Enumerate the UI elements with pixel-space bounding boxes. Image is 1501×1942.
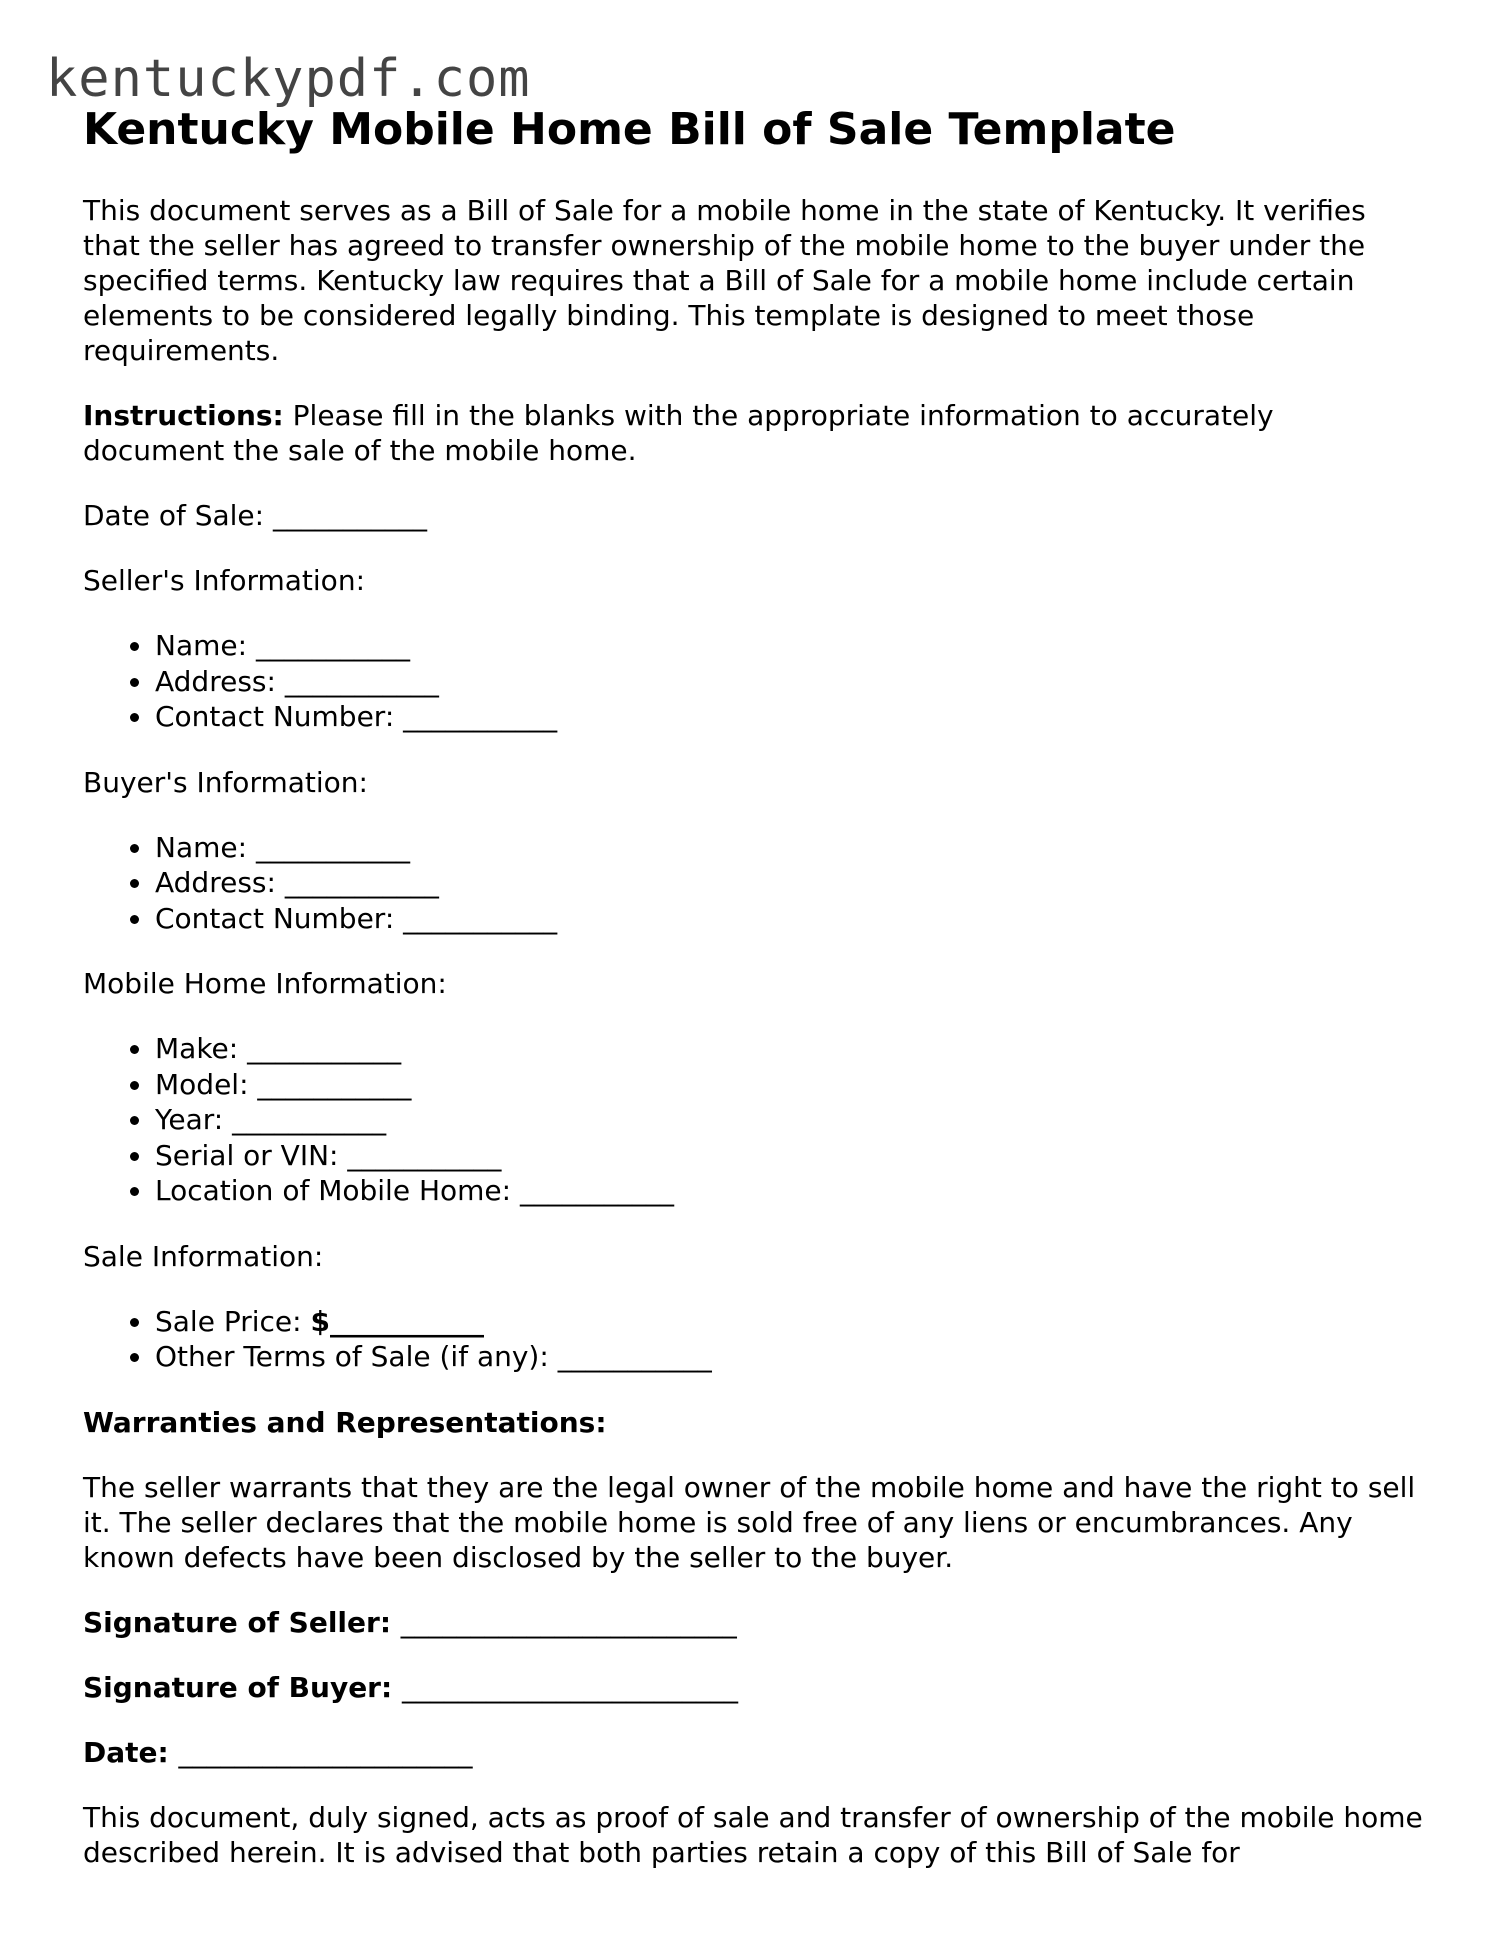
- buyer-list: [83, 830, 1423, 937]
- seller-contact-label: Contact Number:: [155, 700, 404, 733]
- instructions-text: Please fill in the blanks with the appropriate information to accurately document the sale of the mobile home.: [83, 399, 1274, 467]
- warranties-heading: Warranties and Representations:: [83, 1405, 607, 1439]
- other-terms-label: Other Terms of Sale (if any):: [155, 1340, 558, 1373]
- year-item: [155, 1102, 1423, 1138]
- warranties-paragraph: The seller warrants that they are the legal owner of the mobile home and have the right to sell it. The seller declares that the mobile home is sold free of any liens or encumbrances. Any known defects have been disclosed by the seller to the buyer.: [83, 1470, 1416, 1574]
- serial-label: Serial or VIN:: [155, 1138, 348, 1172]
- site-watermark: kentuckypdf.com: [46, 49, 531, 109]
- seller-name-label: Name:: [155, 629, 256, 662]
- signature-date-blank[interactable]: _____________________: [178, 1735, 473, 1769]
- sale-list: [83, 1304, 1423, 1375]
- mobile-home-list: [83, 1031, 1423, 1209]
- mobile-home-heading: Mobile Home Information:: [83, 967, 447, 1000]
- document-page: [83, 100, 1423, 1900]
- serial-blank[interactable]: ___________: [347, 1138, 502, 1172]
- date-of-sale-blank[interactable]: ___________: [272, 499, 427, 532]
- buyer-contact-blank[interactable]: ___________: [403, 901, 558, 935]
- date-of-sale-line: [83, 498, 1423, 533]
- seller-address-item: [155, 664, 1423, 700]
- location-blank[interactable]: ___________: [519, 1174, 674, 1207]
- date-of-sale-label: Date of Sale:: [83, 499, 273, 532]
- signature-date-label: Date:: [83, 1735, 179, 1769]
- make-label: Make:: [155, 1032, 248, 1065]
- intro-paragraph: This document serves as a Bill of Sale for a mobile home in the state of Kentucky. It verifies that the seller has agreed to transfer ownership of the mobile home to the buyer under the specified terms. Kentucky law requires that a Bill of Sale for a mobile home include certain elements to be considered legally binding. This template is designed to meet those requirements.: [83, 194, 1366, 367]
- sale-price-label: Sale Price:: [155, 1304, 311, 1338]
- buyer-heading: Buyer's Information:: [83, 765, 368, 799]
- model-label: Model:: [155, 1067, 258, 1101]
- page-title: Kentucky Mobile Home Bill of Sale Template: [83, 104, 1176, 155]
- seller-contact-item: [155, 699, 1423, 735]
- buyer-signature-blank[interactable]: ________________________: [401, 1670, 738, 1704]
- buyer-name-label: Name:: [155, 830, 256, 864]
- sale-price-item: [155, 1304, 1423, 1340]
- buyer-name-blank[interactable]: ___________: [255, 830, 410, 864]
- sale-heading: Sale Information:: [83, 1239, 324, 1273]
- buyer-address-item: [155, 865, 1423, 901]
- seller-heading: Seller's Information:: [83, 564, 365, 597]
- sale-price-blank[interactable]: $___________: [310, 1304, 484, 1338]
- year-label: Year:: [155, 1103, 233, 1136]
- seller-name-blank[interactable]: ___________: [255, 629, 410, 662]
- buyer-address-blank[interactable]: ___________: [284, 866, 439, 899]
- year-blank[interactable]: ___________: [232, 1103, 387, 1136]
- seller-signature-blank[interactable]: ________________________: [400, 1605, 737, 1639]
- serial-item: [155, 1138, 1423, 1174]
- other-terms-item: [155, 1339, 1423, 1375]
- seller-contact-blank[interactable]: ___________: [403, 700, 558, 733]
- buyer-name-item: [155, 830, 1423, 866]
- seller-address-blank[interactable]: ___________: [284, 664, 439, 698]
- make-item: [155, 1031, 1423, 1067]
- location-label: Location of Mobile Home:: [155, 1174, 520, 1207]
- signature-date-line: [83, 1735, 1423, 1770]
- location-item: [155, 1173, 1423, 1209]
- seller-list: [83, 628, 1423, 735]
- instructions-label: Instructions:: [83, 399, 284, 432]
- buyer-contact-item: [155, 901, 1423, 937]
- seller-signature-label: Signature of Seller:: [83, 1605, 401, 1639]
- buyer-signature-line: [83, 1670, 1423, 1705]
- other-terms-blank[interactable]: ___________: [557, 1340, 712, 1373]
- model-blank[interactable]: ___________: [257, 1067, 412, 1101]
- model-item: [155, 1067, 1423, 1103]
- closing-paragraph: This document, duly signed, acts as proof of sale and transfer of ownership of the mobile home described herein. It is advised that both parties retain a copy of this Bill of Sale for: [83, 1800, 1423, 1869]
- seller-address-label: Address:: [155, 664, 285, 698]
- seller-name-item: [155, 628, 1423, 664]
- buyer-contact-label: Contact Number:: [155, 901, 404, 935]
- instructions-paragraph: [83, 398, 1423, 468]
- buyer-signature-label: Signature of Buyer:: [83, 1670, 402, 1704]
- buyer-address-label: Address:: [155, 866, 285, 899]
- make-blank[interactable]: ___________: [247, 1032, 402, 1065]
- seller-signature-line: [83, 1605, 1423, 1640]
